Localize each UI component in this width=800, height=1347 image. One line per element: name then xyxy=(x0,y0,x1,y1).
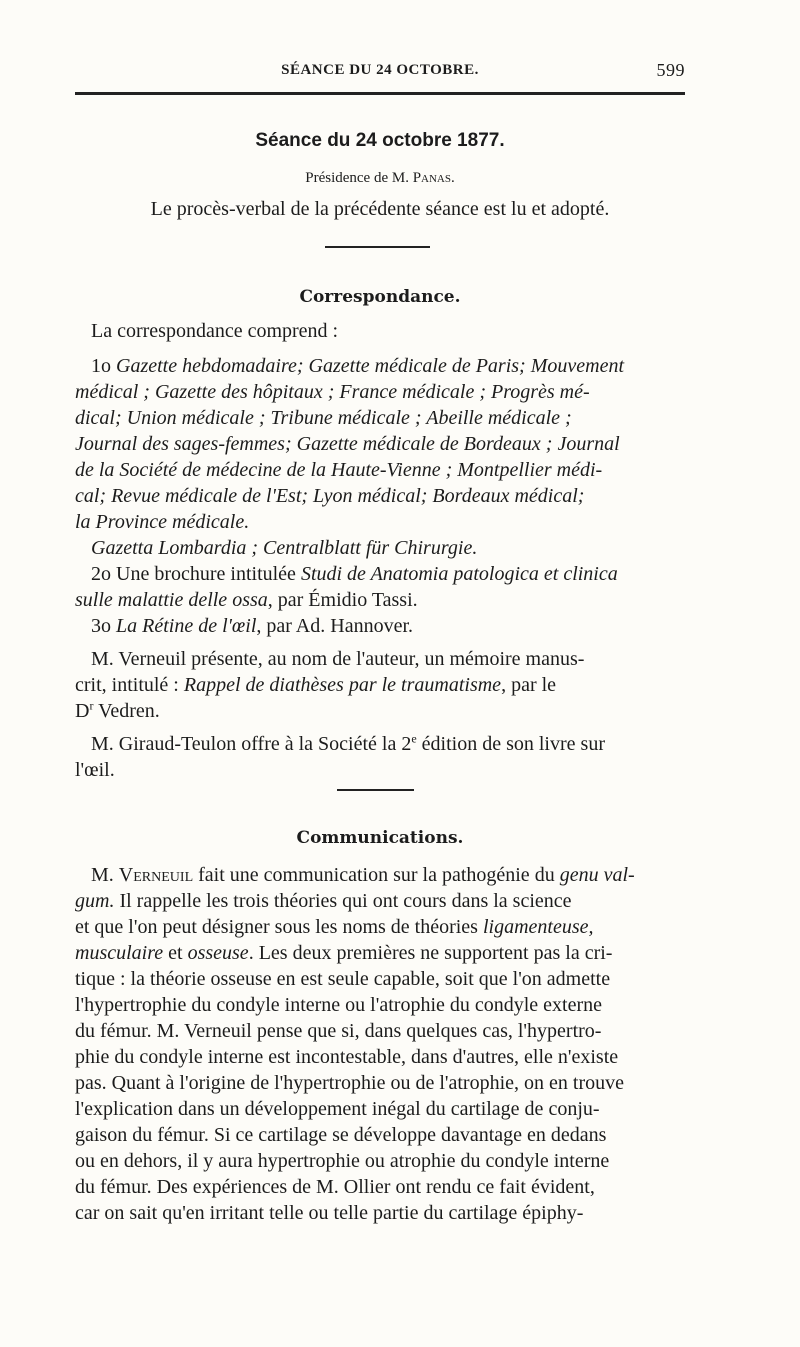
correspondance-intro: La correspondance comprend : xyxy=(91,320,339,342)
communications-title: Communications. xyxy=(296,828,464,848)
item-1-line-1: Gazette hebdomadaire; Gazette médicale de Paris; Mouvement xyxy=(116,355,624,377)
verneuil-title: Rappel de diathèses par le traumatisme xyxy=(183,674,502,696)
comm-line: ou en dehors, il y aura hypertrophie ou atrophie du condyle interne xyxy=(75,1150,610,1172)
comm-et: et xyxy=(163,942,188,964)
item-1-line xyxy=(75,457,685,483)
verneuil-text: crit, intitulé : xyxy=(75,674,184,696)
item-1 xyxy=(75,353,685,379)
giraud-text-a: M. Giraud-Teulon offre à la Société la 2 xyxy=(91,733,412,755)
comm-text-3: et que l'on peut désigner sous les noms de théories xyxy=(75,916,483,938)
item-3-title: La Rétine de l'œil xyxy=(116,615,257,637)
item-1b xyxy=(75,535,685,561)
verneuil-line-2 xyxy=(75,672,685,698)
item-2-cont xyxy=(75,587,685,613)
running-head xyxy=(75,60,685,84)
comm-line: pas. Quant à l'origine de l'hypertrophie ou de l'atrophie, on en trouve xyxy=(75,1072,624,1094)
communications-body xyxy=(75,862,685,1226)
proces-verbal: Le procès-verbal de la précédente séance est lu et adopté. xyxy=(150,198,610,220)
comm-line-2 xyxy=(75,888,685,914)
item-3-author: , par Ad. Hannover. xyxy=(256,615,414,637)
item-2 xyxy=(75,561,685,587)
item-1b-text: Gazetta Lombardia ; Centralblatt für Chirurgie. xyxy=(91,537,478,559)
section-divider xyxy=(337,789,414,791)
item-1-line xyxy=(75,431,685,457)
comm-line: du fémur. Des expériences de M. Ollier ont rendu ce fait évident, xyxy=(75,1176,595,1198)
comm-text-4: . Les deux premières ne supportent pas la cri- xyxy=(248,942,613,964)
item-3 xyxy=(75,613,685,639)
giraud-text-b: édition de son livre sur xyxy=(416,733,605,755)
comm-line: l'hypertrophie du condyle interne ou l'atrophie du condyle externe xyxy=(75,994,603,1016)
item-1-line-5: de la Société de médecine de la Haute-Vienne ; Montpellier médi- xyxy=(75,459,603,481)
giraud-line-2: l'œil. xyxy=(75,759,115,781)
verneuil-author: Vedren. xyxy=(98,700,160,722)
item-2-text: Une brochure intitulée xyxy=(116,563,301,585)
item-1-line xyxy=(75,483,685,509)
header-rule xyxy=(75,92,685,95)
verneuil-line-3 xyxy=(75,698,685,724)
comm-italic-2: gum. xyxy=(75,890,115,912)
section-divider xyxy=(325,246,430,248)
presidence-line xyxy=(75,170,685,187)
verneuil-dr-sup: r xyxy=(89,698,94,713)
comm-italic-3: ligamenteuse, xyxy=(482,916,594,938)
seance-title: Séance du 24 octobre 1877. xyxy=(255,130,505,151)
comm-text-2: Il rappelle les trois théories qui ont cours dans la science xyxy=(114,890,572,912)
president-name: Panas xyxy=(412,170,451,186)
comm-italic: genu val- xyxy=(559,864,635,886)
comm-line: l'explication dans un développement inégal du cartilage de conju- xyxy=(75,1098,600,1120)
running-head-title: SÉANCE DU 24 OCTOBRE. xyxy=(281,62,479,78)
comm-italic-4a: musculaire xyxy=(75,942,164,964)
item-2-title-b: sulle malattie delle ossa xyxy=(75,589,268,611)
comm-italic-4b: osseuse xyxy=(187,942,249,964)
comm-m: M. xyxy=(91,864,119,886)
correspondance-body xyxy=(75,318,685,783)
item-1-line-4: Journal des sages-femmes; Gazette médicale de Bordeaux ; Journal xyxy=(75,433,620,455)
item-1-line-7: la Province médicale. xyxy=(75,511,250,533)
item-1-line-6: cal; Revue médicale de l'Est; Lyon médical; Bordeaux médical; xyxy=(75,485,585,507)
comm-line: tique : la théorie osseuse en est seule capable, soit que l'on admette xyxy=(75,968,611,990)
item-1-num: 1o xyxy=(91,355,116,377)
giraud-sup: e xyxy=(411,731,417,746)
verneuil-par: , par le xyxy=(501,674,557,696)
comm-line-3 xyxy=(75,914,685,940)
comm-line: du fémur. M. Verneuil pense que si, dans quelques cas, l'hypertro- xyxy=(75,1020,602,1042)
comm-speaker: Verneuil xyxy=(118,864,194,886)
verneuil-line-1: M. Verneuil présente, au nom de l'auteur, un mémoire manus- xyxy=(91,648,585,670)
item-1-line-2: médical ; Gazette des hôpitaux ; France médicale ; Progrès mé- xyxy=(75,381,590,403)
comm-text: fait une communication sur la pathogénie du xyxy=(193,864,560,886)
item-1-line xyxy=(75,379,685,405)
comm-line-4 xyxy=(75,940,685,966)
correspondance-title: Correspondance. xyxy=(299,287,461,307)
item-2-num: 2o xyxy=(91,563,116,585)
item-1-line xyxy=(75,509,685,535)
comm-line: phie du condyle interne est incontestable, dans d'autres, elle n'existe xyxy=(75,1046,619,1068)
item-3-num: 3o xyxy=(91,615,116,637)
presidence-prefix: Présidence de M. xyxy=(305,170,413,186)
item-2-title-a: Studi de Anatomia patologica et clinica xyxy=(300,563,618,585)
verneuil-dr: D xyxy=(75,700,90,722)
giraud-line-1 xyxy=(75,731,685,757)
comm-line: gaison du fémur. Si ce cartilage se développe davantage en dedans xyxy=(75,1124,607,1146)
page-number: 599 xyxy=(656,60,685,80)
comm-line-1 xyxy=(75,862,685,888)
item-2-author: , par Émidio Tassi. xyxy=(267,589,418,611)
item-1-line xyxy=(75,405,685,431)
item-1-line-3: dical; Union médicale ; Tribune médicale ; Abeille médicale ; xyxy=(75,407,572,429)
comm-line: car on sait qu'en irritant telle ou telle partie du cartilage épiphy- xyxy=(75,1202,584,1224)
presidence-suffix: . xyxy=(451,170,455,186)
